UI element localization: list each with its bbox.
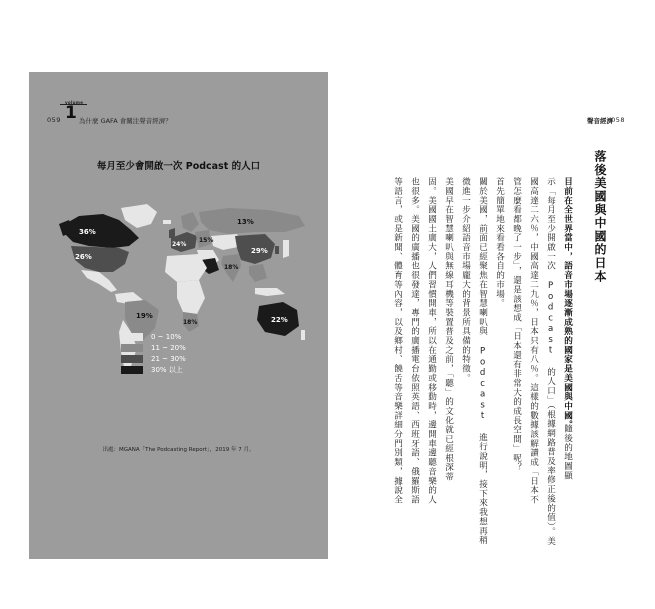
- map-label-brazil: 19%: [136, 312, 153, 320]
- indonesia: [255, 288, 285, 296]
- right-page-number: 058: [611, 116, 625, 124]
- legend-swatch: [121, 333, 143, 341]
- body-line: 美國早在智慧喇叭與無線耳機等裝置普及之前，「聽」的文化就已經根深蒂: [443, 177, 454, 482]
- body-line: 等語言，或是新聞、體育等內容，以及鄉村、饒舌等音樂詳細分門別類，據說全: [392, 177, 403, 505]
- legend-label: 0 ~ 10%: [151, 332, 182, 341]
- southeast-asia: [249, 264, 267, 282]
- body-line: 也很多。美國的廣播也很發達，專門的廣播電台依照英語、西班牙語、俄羅斯語: [409, 177, 420, 505]
- map-label-usa: 26%: [75, 253, 92, 261]
- legend-item: [121, 342, 186, 353]
- central-africa: [177, 280, 205, 314]
- running-head: 聲音經濟: [587, 117, 613, 125]
- lead-line: 目前在全世界當中，語音市場逐漸成熟的國家是美國與中國。: [562, 177, 573, 430]
- map-label-eastern-europe: 15%: [199, 237, 214, 244]
- legend-item: [121, 331, 186, 342]
- map-label-russia: 13%: [237, 218, 254, 226]
- body-line: 首先簡單地來看看各自的市場。: [494, 177, 505, 308]
- legend-item: [121, 353, 186, 364]
- legend-label: 11 ~ 20%: [151, 343, 186, 352]
- legend-swatch: [121, 355, 143, 363]
- chart-title: 每月至少會開啟一次 Podcast 的人口: [96, 161, 261, 172]
- scandinavia: [181, 212, 199, 232]
- section-heading: 落後美國與中國的日本: [593, 150, 607, 283]
- left-page: [29, 72, 328, 559]
- legend-swatch: [121, 366, 143, 374]
- body-line: 管怎麼看都晚了一步」，還是該想成「日本還有非常大的成長空間」呢？: [511, 177, 522, 472]
- map-label-australia: 22%: [271, 316, 288, 324]
- uk: [169, 228, 175, 238]
- volume-label: volume: [65, 100, 84, 105]
- japan: [283, 240, 289, 258]
- right-page: [340, 72, 640, 559]
- map-label-india: 18%: [224, 264, 239, 271]
- mexico: [81, 270, 117, 292]
- body-line: 固。美國國土廣大，人們習慣開車，所以在通勤或移動時，邊開車邊聽音樂的人: [426, 177, 437, 505]
- map-legend: [121, 331, 186, 375]
- new-zealand: [301, 330, 305, 340]
- legend-item: [121, 364, 186, 375]
- north-africa: [165, 254, 207, 282]
- body-line: 關於美國，前面已經聚焦在智慧喇叭與 Podcast 進行說明，接下來我想再稍: [477, 177, 488, 545]
- chapter-title: 為什麼 GAFA 會關注聲音經濟？: [79, 117, 172, 125]
- legend-label: 30% 以上: [151, 365, 183, 374]
- body-line: 微進一步介紹語音市場龐大的背景所具備的特徵。: [460, 177, 471, 383]
- map-label-canada: 36%: [79, 228, 96, 236]
- iceland: [163, 220, 171, 224]
- body-line: 國高達二六％，中國高達二九％，日本只有八％。這樣的數據該解讀成「日本不: [528, 177, 539, 505]
- map-label-south-africa: 18%: [183, 319, 198, 326]
- lead-continuation: 隨後的地圖顯: [562, 424, 573, 481]
- legend-swatch: [121, 344, 143, 352]
- left-page-number: 059: [47, 116, 61, 124]
- legend-label: 21 ~ 30%: [151, 354, 186, 363]
- volume-number: 1: [65, 103, 77, 123]
- korea: [275, 246, 279, 254]
- greenland: [121, 204, 157, 228]
- map-label-western-europe: 24%: [172, 241, 187, 248]
- world-map: [59, 202, 309, 412]
- body-line: 示「每月至少開啟一次 Podcast 的人口」（根據網路普及率修正後的值）。美: [545, 177, 556, 546]
- chart-source: 出處：MGANA「The Podcasting Report」，2019 年 7 月。: [102, 447, 255, 453]
- map-label-china: 29%: [251, 247, 268, 255]
